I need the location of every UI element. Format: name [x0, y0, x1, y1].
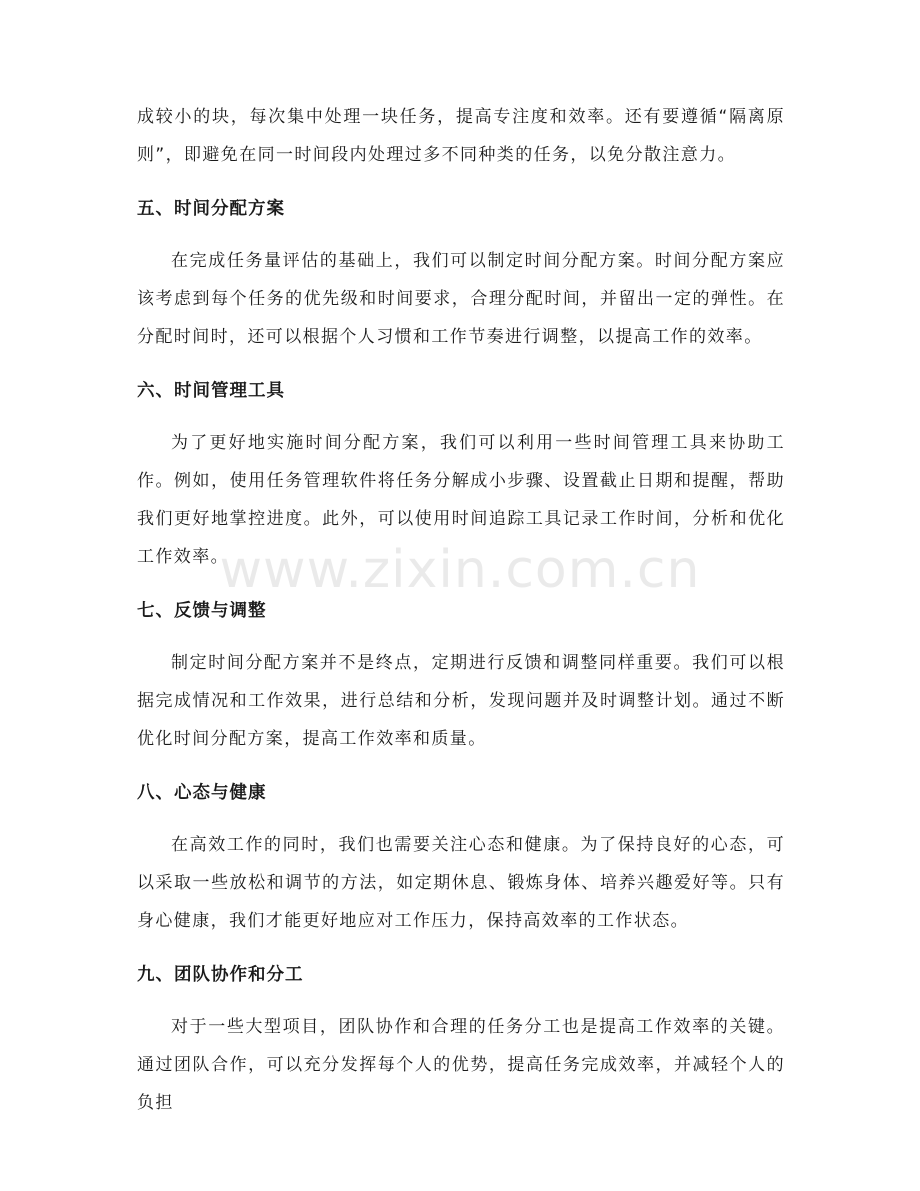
- section-body-8: 在高效工作的同时，我们也需要关注心态和健康。为了保持良好的心态，可以采取一些放松和调节的方法，如定期休息、锻炼身体、培养兴趣爱好等。只有身心健康，我们才能更好地应对工作压力，保持高效率的工作状态。: [137, 835, 785, 931]
- section-heading-7: 七、反馈与调整: [137, 601, 267, 621]
- section-body-7: 制定时间分配方案并不是终点，定期进行反馈和调整同样重要。我们可以根据完成情况和工作效果，进行总结和分析，发现问题并及时调整计划。通过不断优化时间分配方案，提高工作效率和质量。: [137, 653, 785, 749]
- intro-paragraph: 成较小的块，每次集中处理一块任务，提高专注度和效率。还有要遵循“隔离原则”，即避免在同一时间段内处理过多不同种类的任务，以免分散注意力。: [137, 107, 785, 165]
- section-body-5: 在完成任务量评估的基础上，我们可以制定时间分配方案。时间分配方案应该考虑到每个任务的优先级和时间要求，合理分配时间，并留出一定的弹性。在分配时间时，还可以根据个人习惯和工作节奏进行调整，以提高工作的效率。: [137, 251, 785, 347]
- section-heading-6: 六、时间管理工具: [137, 381, 285, 401]
- section-heading-5: 五、时间分配方案: [137, 199, 285, 219]
- section-heading-8: 八、心态与健康: [137, 783, 267, 803]
- section-body-9: 对于一些大型项目，团队协作和合理的任务分工也是提高工作效率的关键。通过团队合作，可以充分发挥每个人的优势，提高任务完成效率，并减轻个人的负担: [137, 1017, 785, 1113]
- document-body: [137, 98, 785, 1122]
- watermark: www.zixin.com.cn: [219, 540, 701, 600]
- section-heading-9: 九、团队协作和分工: [137, 965, 304, 985]
- section-body-6: 为了更好地实施时间分配方案，我们可以利用一些时间管理工具来协助工作。例如，使用任务管理软件将任务分解成小步骤、设置截止日期和提醒，帮助我们更好地掌控进度。此外，可以使用时间追踪工具记录工作时间，分析和优化工作效率。: [137, 433, 785, 567]
